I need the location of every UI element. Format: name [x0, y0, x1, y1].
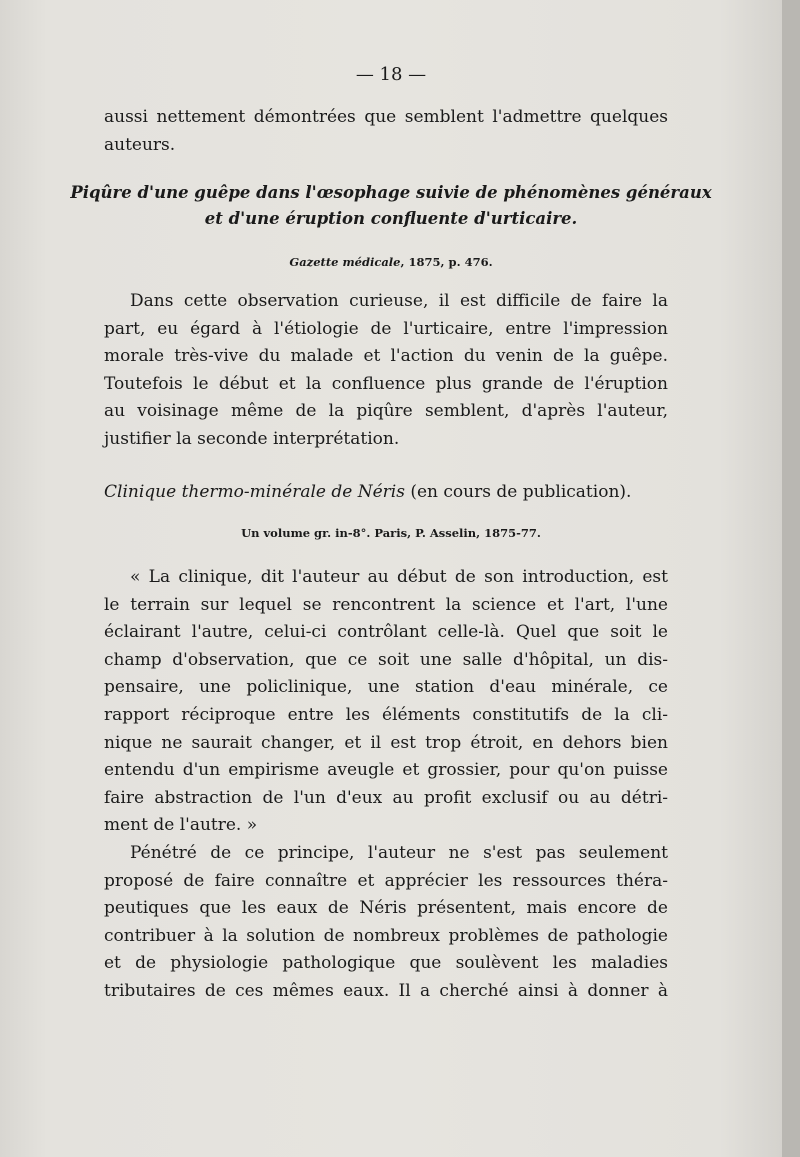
section-title-line-2: et d'une éruption confluente d'urticaire. [204, 209, 578, 228]
text-line: part, eu égard à l'étiologie de l'urticaire, entre l'impression [104, 318, 668, 339]
section-source [0, 253, 782, 271]
text-line: contribuer à la solution de nombreux problèmes de pathologie [104, 925, 668, 946]
section-body-paragraph [104, 288, 668, 454]
quote-paragraph [104, 564, 668, 840]
page-edge [782, 0, 800, 1157]
text-line: « La clinique, dit l'auteur au début de son introduction, est [130, 567, 668, 587]
text-line: au voisinage même de la piqûre semblent, d'après l'auteur, [104, 401, 668, 422]
section-2-source: Un volume gr. in-8°. Paris, P. Asselin, 1875-77. [241, 526, 541, 540]
text-line: nique ne saurait changer, et il est trop étroit, en dehors bien [104, 732, 668, 753]
text-line: faire abstraction de l'un d'eux au profit exclusif ou au détri- [104, 787, 668, 808]
text-line: peutiques que les eaux de Néris présentent, mais encore de [104, 898, 668, 919]
section-2-title-plain: (en cours de publication). [404, 482, 632, 502]
page-number: — 18 — [355, 64, 427, 85]
text-line: Toutefois le début et la confluence plus grande de l'éruption [104, 373, 668, 394]
text-line: auteurs. [104, 134, 176, 155]
text-line: morale très-vive du malade et l'action du venin de la guêpe. [104, 346, 668, 367]
section-title-line-1: Piqûre d'une guêpe dans l'œsophage suivie de phénomènes généraux [70, 183, 712, 202]
text-line: champ d'observation, que ce soit une salle d'hôpital, un dis- [104, 649, 668, 670]
text-line: rapport réciproque entre les éléments constitutifs de la cli- [104, 704, 668, 725]
text-line: Dans cette observation curieuse, il est difficile de faire la [130, 291, 668, 311]
source-reference: , 1875, p. 476. [400, 255, 493, 269]
source-journal: Gazette médicale [289, 255, 401, 269]
text-line: justifier la seconde interprétation. [104, 428, 400, 449]
text-line: pensaire, une policlinique, une station d'eau minérale, ce [104, 677, 668, 698]
text-line: entendu d'un empirisme aveugle et grossier, pour qu'on puisse [104, 760, 668, 781]
text-line: et de physiologie pathologique que soulèvent les maladies [104, 953, 668, 974]
text-line: aussi nettement démontrées que semblent l'admettre quelques [104, 107, 668, 127]
body-paragraph [104, 840, 668, 1006]
intro-paragraph [104, 104, 668, 159]
text-line: le terrain sur lequel se rencontrent la science et l'art, l'une [104, 594, 668, 615]
text-line: proposé de faire connaître et apprécier les ressources théra- [104, 870, 668, 891]
section-2-title-italic: Clinique thermo-minérale de Néris [104, 482, 405, 502]
section-2-title [104, 478, 664, 506]
text-line: éclairant l'autre, celui-ci contrôlant celle-là. Quel que soit le [104, 622, 668, 643]
text-line: Pénétré de ce principe, l'auteur ne s'est pas seulement [130, 843, 668, 863]
text-line: ment de l'autre. » [104, 815, 258, 836]
text-line: tributaires de ces mêmes eaux. Il a cherché ainsi à donner à [104, 980, 668, 1001]
